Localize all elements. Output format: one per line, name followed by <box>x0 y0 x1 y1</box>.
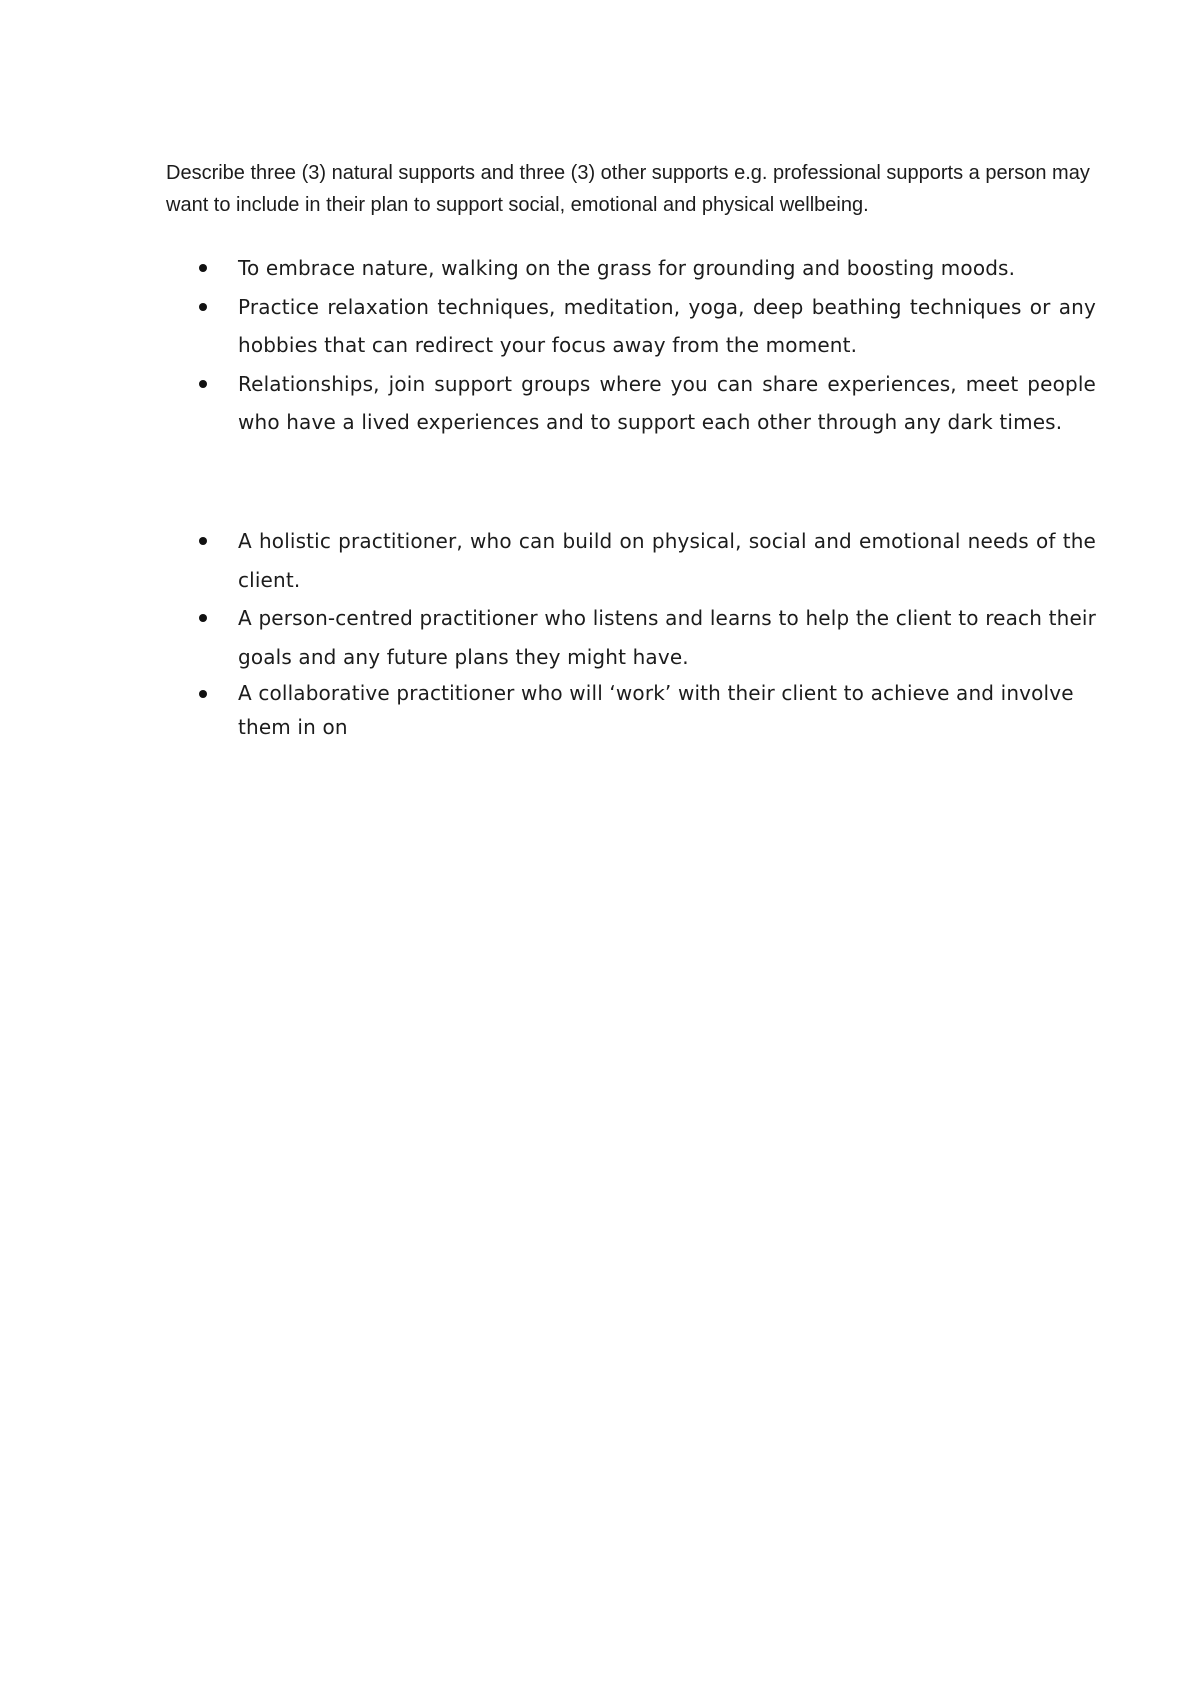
bullet-icon <box>199 264 207 272</box>
list-item <box>166 288 1096 365</box>
list-item-text: Relationships, join support groups where you can share experiences, meet people who have a lived experiences and to support each other through any dark times. <box>238 371 1096 434</box>
list-item-text: A person-centred practitioner who listens and learns to help the client to reach their goals and any future plans they might have. <box>238 606 1096 669</box>
question-text: Describe three (3) natural supports and three (3) other supports e.g. professional supports a person may want to include in their plan to support social, emotional and physical wellbeing. <box>166 162 1090 216</box>
list-item <box>166 677 1096 744</box>
bullet-icon <box>199 380 207 388</box>
list-item <box>166 522 1096 599</box>
list-item-text: A collaborative practitioner who will ‘work’ with their client to achieve and involve them in on <box>238 681 1074 739</box>
bullet-icon <box>199 614 207 622</box>
bullet-icon <box>199 690 207 698</box>
list-item-text: To embrace nature, walking on the grass for grounding and boosting moods. <box>238 256 1016 280</box>
other-supports-list <box>166 522 1096 744</box>
list-item <box>166 599 1096 676</box>
bullet-icon <box>199 537 207 545</box>
list-item-text: A holistic practitioner, who can build on physical, social and emotional needs of the client. <box>238 529 1096 592</box>
list-item <box>166 249 1096 288</box>
natural-supports-list <box>166 249 1096 442</box>
bullet-icon <box>199 303 207 311</box>
list-item <box>166 365 1096 442</box>
list-item-text: Practice relaxation techniques, meditation, yoga, deep beathing techniques or any hobbies that can redirect your focus away from the moment. <box>238 294 1096 357</box>
